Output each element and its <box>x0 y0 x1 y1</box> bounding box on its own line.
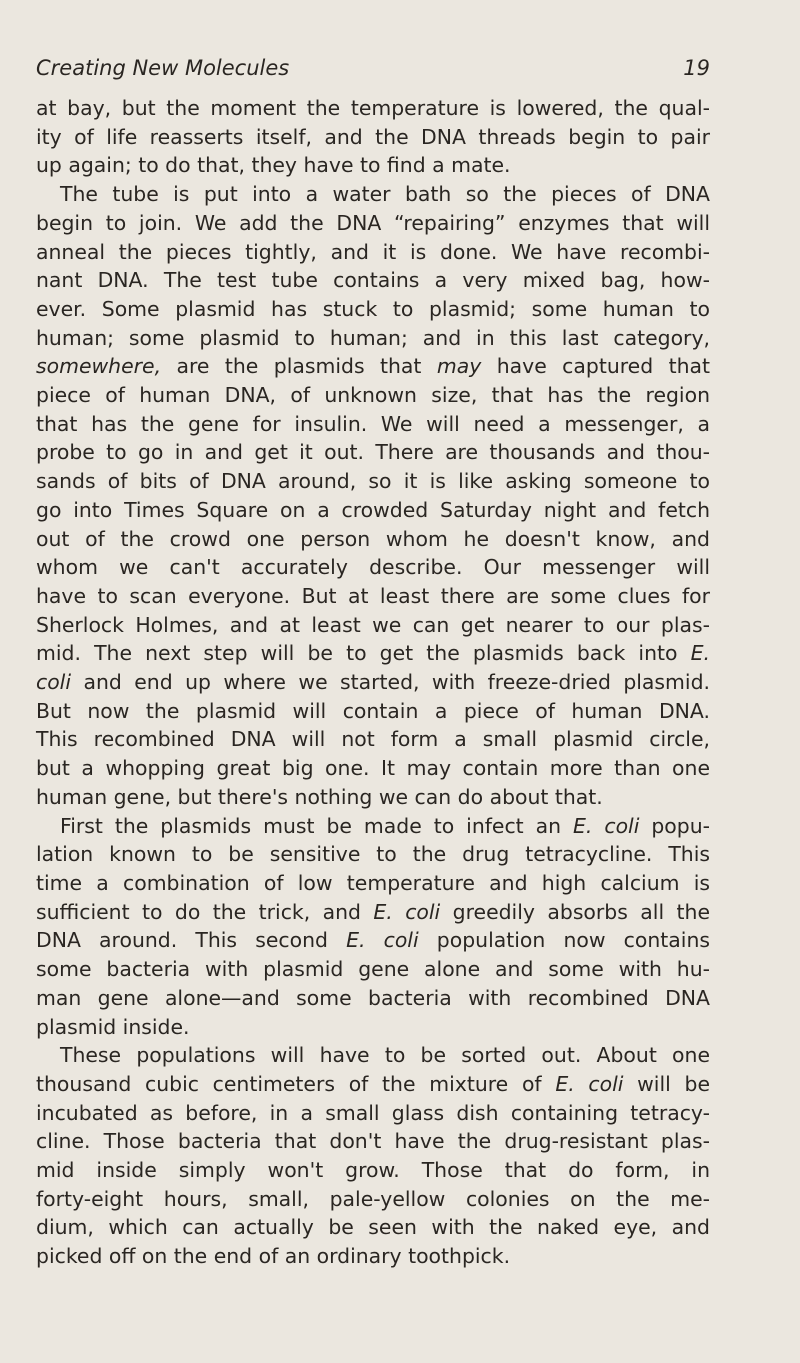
text-run: incubated as before, in a small glass dish containing tetracy- <box>36 1100 710 1125</box>
italic-text: E. coli <box>555 1071 624 1096</box>
text-line <box>36 467 710 496</box>
italic-text: E. <box>690 641 710 666</box>
text-line <box>36 840 710 869</box>
italic-text: E. coli <box>373 899 441 924</box>
text-line <box>36 697 710 726</box>
text-run: that has the gene for insulin. We will need a messenger, a <box>36 411 710 436</box>
text-run: First the plasmids must be made to infect an <box>60 813 574 838</box>
text-line <box>36 639 710 668</box>
text-run: sufficient to do the trick, and <box>36 899 374 924</box>
text-line <box>36 812 710 841</box>
text-line <box>36 553 710 582</box>
text-line <box>36 926 710 955</box>
text-run: but a whopping great big one. It may contain more than one <box>36 756 710 781</box>
text-run: ity of life reasserts itself, and the DNA threads begin to pair <box>36 124 710 149</box>
text-run: ever. Some plasmid has stuck to plasmid; some human to <box>36 296 710 321</box>
text-run: sands of bits of DNA around, so it is like asking someone to <box>36 469 710 494</box>
text-line <box>36 1013 710 1042</box>
italic-text: coli <box>36 670 72 695</box>
text-line <box>36 410 710 439</box>
text-line <box>36 123 710 152</box>
text-run: will be <box>623 1071 711 1096</box>
text-run: But now the plasmid will contain a piece of human DNA. <box>36 698 710 723</box>
text-line <box>36 438 710 467</box>
paragraph <box>36 812 710 1042</box>
text-run: up again; to do that, they have to find a mate. <box>36 153 511 178</box>
text-line <box>36 180 710 209</box>
text-line <box>36 984 710 1013</box>
text-run: thousand cubic centimeters of the mixture of <box>36 1071 556 1096</box>
text-run: Sherlock Holmes, and at least we can get nearer to our plas- <box>36 612 710 637</box>
text-line <box>36 496 710 525</box>
text-line <box>36 151 710 180</box>
text-run: have to scan everyone. But at least there are some clues for <box>36 583 710 608</box>
text-line <box>36 352 710 381</box>
text-run: greedily absorbs all the <box>440 899 710 924</box>
text-run: This recombined DNA will not form a small plasmid circle, <box>36 727 710 752</box>
text-line <box>36 1156 710 1185</box>
text-line <box>36 668 710 697</box>
italic-text: E. coli <box>573 813 640 838</box>
text-line <box>36 1070 710 1099</box>
text-run: piece of human DNA, of unknown size, that has the region <box>36 383 710 408</box>
text-run: go into Times Square on a crowded Saturday night and fetch <box>36 497 710 522</box>
text-line <box>36 869 710 898</box>
text-line <box>36 1041 710 1070</box>
text-run: have captured that <box>481 354 710 379</box>
italic-text: may <box>436 354 482 379</box>
paragraph <box>36 180 710 811</box>
text-run: popu- <box>639 813 710 838</box>
text-run: nant DNA. The test tube contains a very mixed bag, how- <box>36 268 710 293</box>
text-run: whom we can't accurately describe. Our messenger will <box>36 555 710 580</box>
italic-text: somewhere, <box>36 354 162 379</box>
text-line <box>36 783 710 812</box>
text-line <box>36 295 710 324</box>
body-text <box>36 94 710 1271</box>
text-line <box>36 898 710 927</box>
text-run: at bay, but the moment the temperature is lowered, the qual- <box>36 96 710 120</box>
text-run: picked off on the end of an ordinary toothpick. <box>36 1244 511 1269</box>
text-run: time a combination of low temperature and high calcium is <box>36 870 710 895</box>
text-run: DNA around. This second <box>36 928 347 953</box>
text-line <box>36 1213 710 1242</box>
text-run: These populations will have to be sorted out. About one <box>60 1043 710 1068</box>
text-run: are the plasmids that <box>161 354 437 379</box>
text-run: dium, which can actually be seen with the naked eye, and <box>36 1215 710 1240</box>
text-run: anneal the pieces tightly, and it is done. We have recombi- <box>36 239 710 264</box>
text-run: human; some plasmid to human; and in this last category, <box>36 325 710 350</box>
text-run: cline. Those bacteria that don't have the drug-resistant plas- <box>36 1129 710 1154</box>
text-line <box>36 1185 710 1214</box>
text-line <box>36 324 710 353</box>
text-line <box>36 209 710 238</box>
text-run: mid. The next step will be to get the plasmids back into <box>36 641 691 666</box>
text-run: some bacteria with plasmid gene alone and some with hu- <box>36 957 710 982</box>
text-run: begin to join. We add the DNA “repairing” enzymes that will <box>36 210 710 235</box>
text-line <box>36 525 710 554</box>
text-run: plasmid inside. <box>36 1014 190 1039</box>
text-run: The tube is put into a water bath so the pieces of DNA <box>60 182 710 207</box>
text-run: out of the crowd one person whom he doesn't know, and <box>36 526 710 551</box>
text-run: lation known to be sensitive to the drug tetracycline. This <box>36 842 710 867</box>
text-line <box>36 611 710 640</box>
chapter-title: Creating New Molecules <box>36 56 290 80</box>
text-line <box>36 381 710 410</box>
text-line <box>36 266 710 295</box>
text-run: probe to go in and get it out. There are thousands and thou- <box>36 440 710 465</box>
paragraph <box>36 94 710 180</box>
text-line <box>36 582 710 611</box>
text-line <box>36 94 710 123</box>
paragraph <box>36 1041 710 1271</box>
text-line <box>36 725 710 754</box>
italic-text: E. coli <box>346 928 419 953</box>
text-line <box>36 955 710 984</box>
text-line <box>36 754 710 783</box>
text-run: man gene alone—and some bacteria with recombined DNA <box>36 985 710 1010</box>
text-line <box>36 1099 710 1128</box>
text-line <box>36 1127 710 1156</box>
text-run: and end up where we started, with freeze-dried plasmid. <box>71 670 710 695</box>
text-line <box>36 238 710 267</box>
running-head <box>36 56 710 92</box>
text-run: mid inside simply won't grow. Those that do form, in <box>36 1158 710 1183</box>
text-run: human gene, but there's nothing we can do about that. <box>36 784 603 809</box>
page-number: 19 <box>683 56 710 80</box>
text-run: forty-eight hours, small, pale-yellow colonies on the me- <box>36 1186 710 1211</box>
text-run: population now contains <box>418 928 710 953</box>
text-line <box>36 1242 710 1271</box>
